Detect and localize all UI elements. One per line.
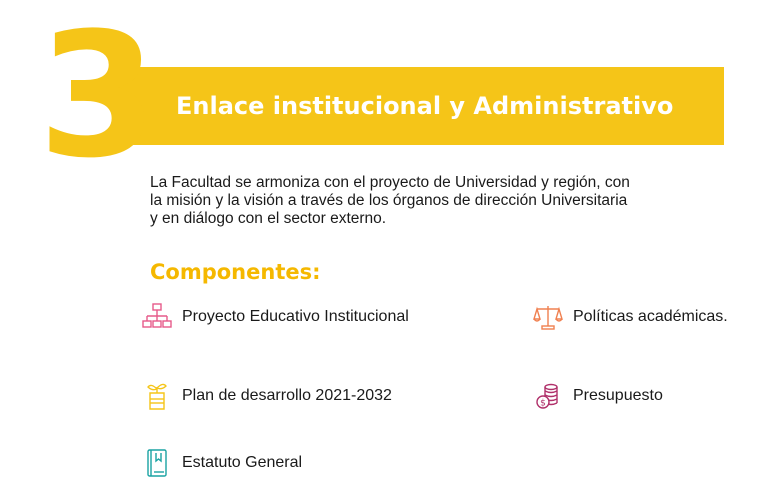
coins-icon [533, 381, 563, 411]
component-label: Proyecto Educativo Institucional [182, 308, 409, 325]
component-label: Plan de desarrollo 2021-2032 [182, 387, 392, 404]
description-line: y en diálogo con el sector externo. [150, 210, 387, 227]
book-icon [142, 448, 172, 478]
description-line: la misión y la visión a través de los órganos de dirección Universitaria [150, 192, 628, 209]
svg-text:$: $ [540, 398, 546, 409]
plant-jar-icon [142, 381, 172, 411]
section-number: 3 [38, 0, 154, 196]
description-line: La Facultad se armoniza con el proyecto de Universidad y región, con [150, 174, 630, 191]
component-estatuto-general [142, 448, 302, 478]
component-proyecto-educativo [142, 302, 409, 332]
component-label: Presupuesto [573, 387, 663, 404]
component-label: Estatuto General [182, 454, 303, 471]
components-heading: Componentes: [150, 260, 321, 284]
section-title: Enlace institucional y Administrativo [176, 92, 674, 120]
component-label: Políticas académicas. [573, 308, 728, 325]
section-description [150, 174, 750, 228]
component-plan-desarrollo [142, 381, 392, 411]
scales-icon [533, 302, 563, 332]
title-banner [118, 67, 724, 145]
component-politicas-academicas [533, 302, 728, 332]
component-presupuesto [533, 381, 663, 411]
org-chart-icon [142, 302, 172, 332]
